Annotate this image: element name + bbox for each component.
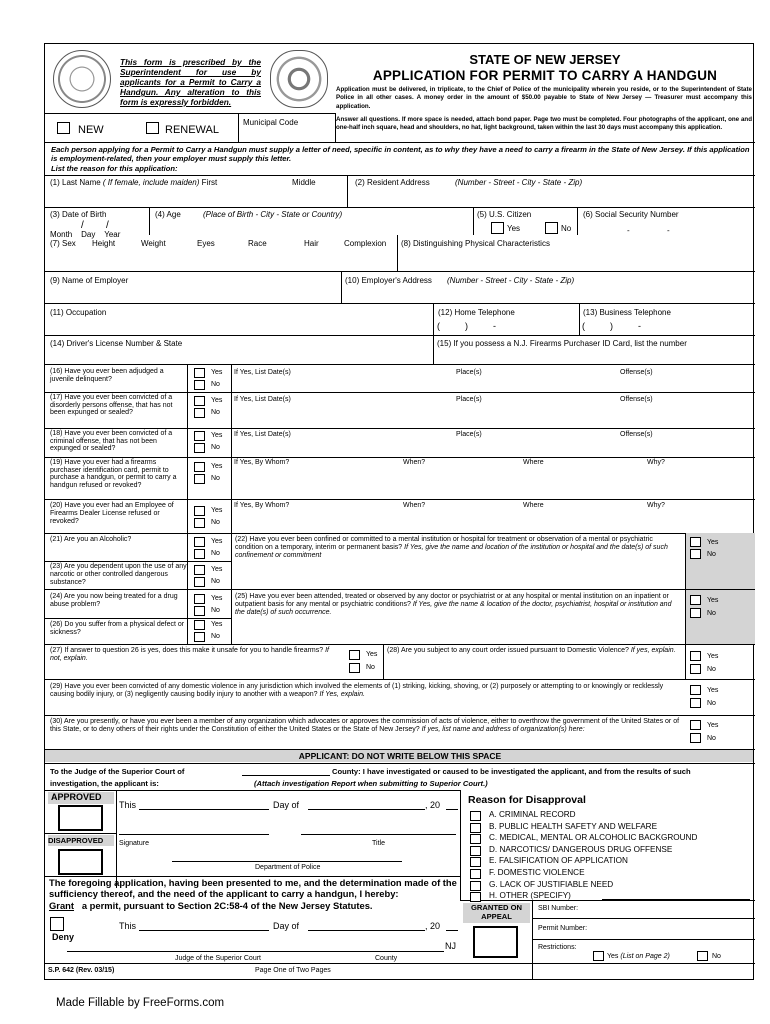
- resident-address-hint: (Number - Street - City - State - Zip): [455, 178, 583, 187]
- approved-label: APPROVED: [51, 792, 102, 802]
- q19-no-checkbox[interactable]: [194, 474, 205, 484]
- delivery-instructions: Application must be delivered, in triplicate, to the Chief of Police of the municipality wherein you reside, or to the Superintendent of State Police in all other cases. A money order in the amount of $50.00 payable to State of New Jersey — Treasurer must accompany this application.: [336, 86, 752, 110]
- reason-checkbox[interactable]: [470, 881, 481, 891]
- reason-checkbox[interactable]: [470, 892, 481, 902]
- granted-on-appeal-label: GRANTED ON APPEAL: [470, 903, 523, 921]
- q25-yes-checkbox[interactable]: [690, 595, 701, 605]
- reason-item: H. OTHER (SPECIFY): [489, 891, 571, 901]
- q26-text: (26) Do you suffer from a physical defect or sickness?: [50, 621, 185, 636]
- q18-ifyes-label: If Yes, List Date(s): [234, 431, 291, 438]
- renewal-label: RENEWAL: [165, 124, 219, 136]
- county-label: County: [375, 955, 398, 962]
- employer-address-label: (10) Employer's Address: [345, 276, 432, 285]
- q19-yes-checkbox[interactable]: [194, 462, 205, 472]
- drivers-license-label: (14) Driver's License Number & State: [50, 339, 183, 348]
- q20-yes-checkbox[interactable]: [194, 506, 205, 516]
- age-label: (4) Age: [155, 210, 181, 219]
- prescribed-notice: This form is prescribed by the Superintendent for use by applicants for a Permit to Carry a Handgun. Any alteration to this form is expressly forbidden.: [120, 57, 261, 107]
- q26-yes-checkbox[interactable]: [194, 620, 205, 630]
- q20-no-checkbox[interactable]: [194, 518, 205, 528]
- reason-item: A. CRIMINAL RECORD: [489, 810, 576, 819]
- new-checkbox[interactable]: [57, 122, 70, 134]
- reason-item: F. DOMESTIC VIOLENCE: [489, 868, 585, 877]
- q24-text: (24) Are you now being treated for a drug abuse problem?: [50, 593, 178, 608]
- reason-item: E. FALSIFICATION OF APPLICATION: [489, 856, 628, 866]
- attach-report-note: (Attach investigation Report when submitting to Superior Court.): [254, 779, 488, 788]
- municipal-code-label: Municipal Code: [243, 118, 299, 127]
- form-number: S.P. 642 (Rev. 03/15): [48, 967, 115, 974]
- q16-ifyes-label: If Yes, List Date(s): [234, 369, 291, 376]
- q29-text: (29) Have you ever been convicted of any domestic violence in any jurisdiction which involved the elements of (1) striking, kicking, shoving, or (2) purposely or attempting to or knowingly or recklessly causing bodily injury, or (3) negligently causing bodily injury to another with a weapon? If Yes, explain.: [50, 683, 664, 698]
- foregoing-statement: The foregoing application, having been presented to me, and the determination made of the sufficiency thereof, and the need of the applicant to carry a handgun, I hereby:: [49, 877, 457, 899]
- name-input[interactable]: [47, 190, 345, 205]
- reason-checkbox[interactable]: [470, 846, 481, 856]
- restrictions-yes-checkbox[interactable]: [593, 951, 604, 961]
- grant-label: Grant: [49, 900, 75, 911]
- q26-no-checkbox[interactable]: [194, 632, 205, 642]
- q18-yes-checkbox[interactable]: [194, 431, 205, 441]
- q22-yes-checkbox[interactable]: [690, 537, 701, 547]
- middle-label: Middle: [292, 178, 316, 187]
- q19-text: (19) Have you ever had a firearms purchaser identification card, permit to purchase a handgun, or permit to carry a handgun refused or revoked?: [50, 459, 177, 489]
- q17-yes-checkbox[interactable]: [194, 396, 205, 406]
- disapproved-label: DISAPPROVED: [48, 836, 104, 845]
- q27-yes-checkbox[interactable]: [349, 650, 360, 660]
- occupation-label: (11) Occupation: [50, 308, 107, 317]
- reason-heading: Reason for Disapproval: [468, 794, 586, 806]
- q20-ifyes-label: If Yes, By Whom?: [234, 502, 290, 509]
- list-reason-label: List the reason for this application:: [51, 164, 178, 173]
- investigation-label: investigation, the applicant is:: [50, 779, 159, 788]
- q16-text: (16) Have you ever been adjudged a juvenile delinquent?: [50, 368, 164, 383]
- signature-label: Signature: [119, 840, 149, 847]
- employer-address-hint: (Number - Street - City - State - Zip): [447, 276, 575, 285]
- restrictions-no-checkbox[interactable]: [697, 951, 708, 961]
- permit-number-label: Permit Number:: [538, 925, 588, 932]
- q20-text: (20) Have you ever had an Employee of Firearms Dealer License refused or revoked?: [50, 502, 174, 525]
- ssn-label: (6) Social Security Number: [583, 210, 679, 219]
- restrictions-label: Restrictions:: [538, 944, 577, 951]
- state-police-badge-icon: [270, 50, 328, 108]
- admin-banner: APPLICANT: DO NOT WRITE BELOW THIS SPACE: [298, 751, 502, 761]
- reason-item: C. MEDICAL, MENTAL OR ALCOHOLIC BACKGROUND: [489, 833, 698, 843]
- business-phone-input[interactable]: ( ) -: [582, 321, 642, 331]
- q24-no-checkbox[interactable]: [194, 606, 205, 616]
- deny-checkbox[interactable]: [50, 917, 64, 931]
- q30-text: (30) Are you presently, or have you ever been a member of any organization which advocates or approves the commission of acts of violence, either to overthrow the government of the United States or of this State, or to deny others of their rights under the Constitution of either the United States or the State of New Jersey? If yes, list name and address of organization(s) here:: [50, 718, 680, 733]
- q29-no-checkbox[interactable]: [690, 698, 701, 708]
- state-heading: STATE OF NEW JERSEY: [469, 52, 621, 67]
- fid-card-label: (15) If you possess a N.J. Firearms Purchaser ID Card, list the number: [437, 339, 687, 348]
- reason-checkbox[interactable]: [470, 811, 481, 821]
- dob-label: (3) Date of Birth: [50, 210, 107, 219]
- q21-text: (21) Are you an Alcoholic?: [50, 536, 132, 543]
- deny-label: Deny: [52, 932, 75, 942]
- judge-label: To the Judge of the Superior Court of: [50, 767, 185, 776]
- q21-yes-checkbox[interactable]: [194, 537, 205, 547]
- q18-text: (18) Have you ever been convicted of a criminal offense, that has not been expunged or sealed?: [50, 430, 173, 452]
- q17-text: (17) Have you ever been convicted of a disorderly persons offense, that has not been expunged or sealed?: [50, 394, 173, 416]
- place-of-birth-label: (Place of Birth - City - State or Country): [203, 210, 343, 219]
- q17-ifyes-label: If Yes, List Date(s): [234, 396, 291, 403]
- q17-no-checkbox[interactable]: [194, 408, 205, 418]
- title-label: Title: [372, 840, 385, 847]
- reason-item: G. LACK OF JUSTIFIABLE NEED: [489, 879, 614, 889]
- approved-box[interactable]: [58, 805, 103, 831]
- last-name-label: (1) Last Name: [50, 178, 101, 187]
- reason-checkbox[interactable]: [470, 869, 481, 879]
- q16-no-checkbox[interactable]: [194, 380, 205, 390]
- q22-text: (22) Have you ever been confined or committed to a mental institution or hospital for treatment or observation of a mental or psychiatric condition on a temporary, interim or permanent basis? If Yes, give the name and location of the institution or hospital and the date(s) of such confinement or commitment: [235, 536, 668, 559]
- q25-text: (25) Have you ever been attended, treated or observed by any doctor or psychiatrist or at any hospital or mental institution on an inpatient or outpatient basis for any mental or psychiatric conditions? If Yes, give the name & location of the doctor, psychiatrist, hospital or institution and the date(s) of such occurrence.: [235, 593, 672, 616]
- home-phone-label: (12) Home Telephone: [438, 308, 515, 317]
- dept-police-label: Department of Police: [255, 864, 321, 871]
- q21-no-checkbox[interactable]: [194, 549, 205, 559]
- q23-no-checkbox[interactable]: [194, 577, 205, 587]
- letter-of-need-notice: Each person applying for a Permit to Carry a Handgun must supply a letter of need, specific in content, as to why they have a need to carry a firearm in the State of New Jersey. If this application is employment-related, then your employer must supply this letter.: [51, 145, 750, 163]
- page-indicator: Page One of Two Pages: [255, 967, 331, 974]
- q23-text: (23) Are you dependent upon the use of any narcotic or other controlled dangerous substance?: [50, 563, 187, 586]
- distinguishing-label: (8) Distinguishing Physical Characteristics: [401, 239, 550, 248]
- q28-no-checkbox[interactable]: [690, 664, 701, 674]
- form-title: APPLICATION FOR PERMIT TO CARRY A HANDGUN: [372, 68, 718, 83]
- footer-credit: Made Fillable by FreeForms.com: [56, 997, 225, 1009]
- nj-label: NJ: [445, 941, 456, 951]
- q25-no-checkbox[interactable]: [690, 608, 701, 618]
- answer-instructions: Answer all questions. If more space is needed, attach bond paper. Page two must be completed. Four photographs of the applicant, one and one-half inch square, head and shoulders, no hat, light background, taken within the last 30 days must accompany this application.: [336, 116, 752, 132]
- q28-text: (28) Are you subject to any court order issued pursuant to Domestic Violence? If yes, explain.: [387, 647, 676, 654]
- judge-signature-label: Judge of the Superior Court: [175, 955, 261, 962]
- new-label: NEW: [78, 124, 104, 136]
- granted-appeal-box[interactable]: [473, 926, 518, 958]
- county-statement: County: I have investigated or caused to be investigated the applicant, and from the results of such: [332, 767, 691, 776]
- q28-yes-checkbox[interactable]: [690, 651, 701, 661]
- nj-state-seal-icon: [53, 50, 111, 108]
- q30-yes-checkbox[interactable]: [690, 720, 701, 730]
- q22-no-checkbox[interactable]: [690, 549, 701, 559]
- citizen-yes-checkbox[interactable]: [491, 222, 504, 234]
- reason-item: D. NARCOTICS/ DANGEROUS DRUG OFFENSE: [489, 844, 673, 854]
- q29-yes-checkbox[interactable]: [690, 685, 701, 695]
- home-phone-input[interactable]: ( ) -: [437, 321, 497, 331]
- q27-no-checkbox[interactable]: [349, 663, 360, 673]
- reason-checkbox[interactable]: [470, 834, 481, 844]
- sex-label: (7) Sex: [50, 239, 76, 248]
- reason-checkbox[interactable]: [470, 823, 481, 833]
- q24-yes-checkbox[interactable]: [194, 594, 205, 604]
- business-phone-label: (13) Business Telephone: [583, 308, 671, 317]
- sbi-number-label: SBI Number:: [538, 905, 579, 912]
- us-citizen-label: (5) U.S. Citizen: [477, 210, 532, 219]
- reason-item: B. PUBLIC HEALTH SAFETY AND WELFARE: [489, 821, 658, 831]
- q18-no-checkbox[interactable]: [194, 443, 205, 453]
- reason-checkbox[interactable]: [470, 857, 481, 867]
- renewal-checkbox[interactable]: [146, 122, 159, 134]
- resident-address-label: (2) Resident Address: [355, 178, 430, 187]
- q27-text: (27) If answer to question 26 is yes, does this make it unsafe for you to handle firearms? If not, explain.: [50, 647, 329, 662]
- disapproved-box[interactable]: [58, 849, 103, 875]
- citizen-no-checkbox[interactable]: [545, 222, 558, 234]
- resident-address-input[interactable]: [350, 190, 752, 205]
- q23-yes-checkbox[interactable]: [194, 565, 205, 575]
- q16-yes-checkbox[interactable]: [194, 368, 205, 378]
- permit-application-form: This form is prescribed by the Superintendent for use by applicants for a Permit to Carry a Handgun. Any alteration to this form is expressly forbidden. STATE OF NEW JERSEY APPLICATION FOR PERMIT TO CARRY A HANDGUN Application must be delivered, in triplicate, to the Chief of Police of the municipality wherein you reside, or to the Superintendent of State Police in all other cases. A money order in the amount of $50.00 payable to State of New Jersey — Treasurer must accompany this application. Answer all questions. If more space is needed, attach bond paper. Page two must be completed. Four photographs of the applicant, one and one-half inch square, head and shoulders, no hat, light background, taken within the last 30 days must accompany this application. NEW RENEWAL Municipal Code Each person applying for a Permit to Carry a Handgun must supply a letter of need, specific in content, as to why they have a need to carry a firearm in the State of New Jersey. If this application is employment-related, then your employer must supply this letter. List the reason for this application: (1) Last Name ( If female, include maiden) First Middle (2) Resident Address (Number - Street - City - State - Zip) (3) Date of Birth / / Month Day Year (4) Age (Place of Birth - City - State or Country) (5) U.S. Citizen Yes No (6) Social Security Number - - (7) Sex Height Weight Eyes Race Hair Complexion (8) Distinguishing Physical Characteristics (9) Name of Employer (10) Employer's Address (Number - Street - City - State - Zip) (11) Occupation (12) Home Telephone ( ) - (13) Business Telephone ( ) - (14) Driver's License Number & State (15) If you possess a N.J. Firearms Purchaser ID Card, list the number (16) Have you ever been adjudged a juvenile delinquent? Yes No If Yes, List Date(s) Place(s) Offense(s) (17) Have you ever been convicted of a disorderly persons offense, that has not been expunged or sealed? Yes No If Yes, List Date(s) Place(s) Offense(s) (18) Have you ever been convicted of a criminal offense, that has not been expunged or sealed? Yes No If Yes, List Date(s) Place(s) Offense(s) (19) Have you ever had a firearms purchaser identification card, permit to purchase a handgun, or permit to carry a handgun refused or revoked? Yes No If Yes, By Whom? When? Where Why? (20) Have you ever had an Employee of Firearms Dealer License refused or revoked? Yes No If Yes, By Whom? When? Where Why? (21) Are you an Alcoholic? Yes No (22) Have you ever been confined or committed to a mental institution or hospital for treatment or observation of a mental or psychiatric condition on a temporary, interim or permanent basis? If Yes, give the name and location of the institution or hospital and the date(s) of such confinement or commitment Yes No (23) Are you dependent upon the use of any narcotic or other controlled dangerous substance? Yes No (24) Are you now being treated for a drug abuse problem? Yes No (25) Have you ever been attended, treated or observed by any doctor or psychiatrist or at any hospital or mental institution on an inpatient or outpatient basis for any mental or psychiatric conditions? If Yes, give the name & location of the doctor, psychiatrist, hospital or institution and the date(s) of such occurrence. Yes No (26) Do you suffer from a physical defect or sickness? Yes No (27) If answer to question 26 is yes, does this make it unsafe for you to handle firearms? If not, explain. Yes No (28) Are you subject to any court order issued pursuant to Domestic Violence? If yes, explain. Yes No (29) Have you ever been convicted of any domestic violence in any jurisdiction which involved the elements of (1) striking, kicking, shoving, or (2) purposely or attempting to or knowingly or recklessly causing bodily injury, or (3) negligently causing bodily injury to another with a weapon? If Yes, explain. Yes No (30) Are you presently, or have you ever been a member of any organization which advocates or approves the commission of acts of violence, either to overthrow the government of the United States or of this State, or to deny others of their rights under the Constitution of either the United States or the State of New Jersey? If yes, list name and address of organization(s) here: Yes No APPLICANT: DO NOT WRITE BELOW THIS SPACE To the Judge of the Superior Court of County: I have investigated or caused to be investigated the applicant, and from the results of such investigation, the applicant is: (Attach investigation Report when submitting to Superior Court.) APPROVED This Day of , 20 DISAPPROVED Signature Title Department of Police The foregoing application, having been presented to me, and the determination made of the sufficiency thereof, and the need of the applicant to carry a handgun, I hereby: Grant a permit, pursuant to Section 2C:58-4 of the New Jersey Statutes. Deny This Day of , 20 NJ Judge of the Superior Court County S.P. 642 (Rev. 03/15) Page One of Two Pages Reason for Disapproval GRANTED ON APPEAL SBI Number: Permit Number: Restrictions: Yes (List on Page 2) No A. CRIMINAL RECORD B. PUBLIC HEALTH SAFETY AND WELFARE C. MEDICAL, MENTAL OR ALCOHOLIC BACKGROUND D. NARCOTICS/ DANGEROUS DRUG OFFENSE E. FALSIFICATION OF APPLICATION F. DOMESTIC VIOLENCE G. LACK OF JUSTIFIABLE NEED H. OTHER (SPECIFY): [44, 43, 754, 980]
- employer-label: (9) Name of Employer: [50, 276, 129, 285]
- q19-ifyes-label: If Yes, By Whom?: [234, 459, 290, 466]
- q30-no-checkbox[interactable]: [690, 733, 701, 743]
